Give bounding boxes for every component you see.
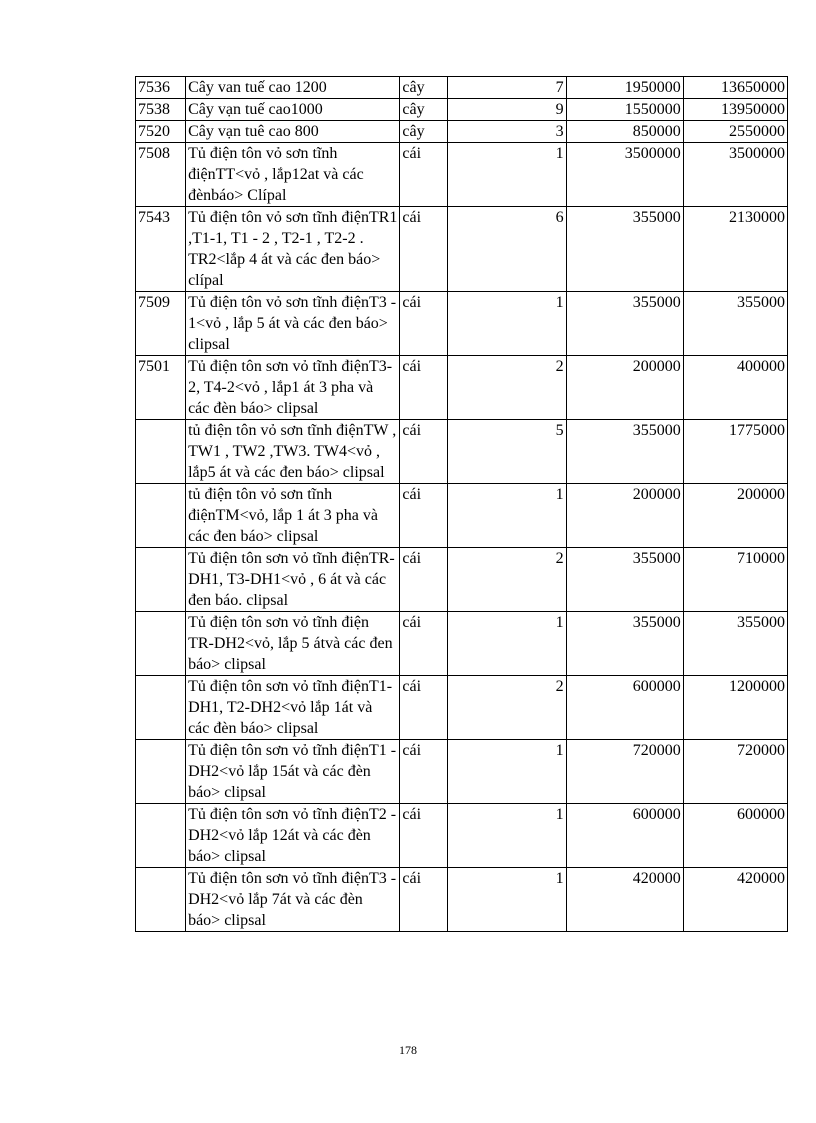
table-row [136,99,788,121]
unit-price-cell: 355000 [566,207,683,292]
quantity-cell: 1 [448,868,566,932]
description-cell: Tủ điện tôn sơn vỏ tĩnh điệnT1-DH1, T2-DH2<vỏ lắp 1át và các đèn báo> clipsal [186,676,400,740]
item-code-cell: 7501 [136,356,186,420]
description-cell: Tủ điện tôn sơn vỏ tĩnh điệnTR-DH1, T3-DH1<vỏ , 6 át và các đen báo. clipsal [186,548,400,612]
item-code-cell [136,484,186,548]
unit-cell: cái [400,612,448,676]
quantity-cell: 1 [448,740,566,804]
total-cell: 400000 [683,356,787,420]
unit-price-cell: 600000 [566,676,683,740]
total-cell: 200000 [683,484,787,548]
item-code-cell: 7508 [136,143,186,207]
item-code-cell [136,548,186,612]
page-number: 178 [399,1043,417,1057]
item-code-cell [136,676,186,740]
unit-cell: cái [400,676,448,740]
item-code-cell: 7520 [136,121,186,143]
price-table-body [136,77,788,932]
table-row [136,420,788,484]
total-cell: 355000 [683,292,787,356]
total-cell: 600000 [683,804,787,868]
quantity-cell: 1 [448,612,566,676]
description-cell: Tủ điện tôn sơn vỏ tĩnh điệnT3 - DH2<vỏ lắp 7át và các đèn báo> clipsal [186,868,400,932]
quantity-cell: 5 [448,420,566,484]
unit-price-cell: 850000 [566,121,683,143]
item-code-cell [136,612,186,676]
table-row [136,740,788,804]
unit-price-cell: 355000 [566,292,683,356]
unit-price-cell: 720000 [566,740,683,804]
description-cell: Tủ điện tôn sơn vỏ tĩnh điệnT1 - DH2<vỏ lắp 15át và các đèn báo> clipsal [186,740,400,804]
table-row [136,676,788,740]
item-code-cell [136,804,186,868]
unit-cell: cái [400,207,448,292]
unit-cell: cái [400,420,448,484]
unit-price-cell: 600000 [566,804,683,868]
unit-cell: cái [400,804,448,868]
total-cell: 3500000 [683,143,787,207]
total-cell: 355000 [683,612,787,676]
unit-price-cell: 355000 [566,612,683,676]
table-row [136,292,788,356]
quantity-cell: 2 [448,676,566,740]
quantity-cell: 9 [448,99,566,121]
table-row [136,548,788,612]
table-row [136,143,788,207]
quantity-cell: 6 [448,207,566,292]
table-row [136,484,788,548]
table-row [136,356,788,420]
quantity-cell: 3 [448,121,566,143]
unit-price-cell: 355000 [566,548,683,612]
description-cell: Cây vạn tuê cao 800 [186,121,400,143]
description-cell: Cây van tuế cao 1200 [186,77,400,99]
item-code-cell: 7509 [136,292,186,356]
unit-price-cell: 1550000 [566,99,683,121]
unit-price-cell: 200000 [566,484,683,548]
total-cell: 720000 [683,740,787,804]
unit-cell: cây [400,99,448,121]
description-cell: Cây vạn tuế cao1000 [186,99,400,121]
quantity-cell: 2 [448,548,566,612]
unit-cell: cái [400,356,448,420]
total-cell: 1775000 [683,420,787,484]
total-cell: 2130000 [683,207,787,292]
price-table [135,76,788,932]
unit-cell: cái [400,292,448,356]
unit-price-cell: 200000 [566,356,683,420]
item-code-cell [136,420,186,484]
description-cell: Tủ điện tôn vỏ sơn tĩnh điệnT3 - 1<vỏ , lắp 5 át và các đen báo> clipsal [186,292,400,356]
total-cell: 13950000 [683,99,787,121]
unit-cell: cái [400,143,448,207]
item-code-cell: 7538 [136,99,186,121]
table-row [136,207,788,292]
unit-price-cell: 1950000 [566,77,683,99]
quantity-cell: 1 [448,484,566,548]
total-cell: 420000 [683,868,787,932]
table-row [136,77,788,99]
total-cell: 13650000 [683,77,787,99]
unit-cell: cây [400,121,448,143]
description-cell: Tủ điện tôn sơn vỏ tĩnh điệnT3-2, T4-2<vỏ , lắp1 át 3 pha và các đèn báo> clipsal [186,356,400,420]
quantity-cell: 1 [448,804,566,868]
unit-cell: cái [400,548,448,612]
table-row [136,612,788,676]
item-code-cell: 7536 [136,77,186,99]
description-cell: Tủ điện tôn sơn vỏ tĩnh điệnT2 - DH2<vỏ lắp 12át và các đèn báo> clipsal [186,804,400,868]
item-code-cell [136,868,186,932]
item-code-cell: 7543 [136,207,186,292]
table-row [136,121,788,143]
unit-cell: cái [400,740,448,804]
description-cell: tủ điện tôn vỏ sơn tĩnh điệnTM<vỏ, lắp 1 át 3 pha và các đen báo> clipsal [186,484,400,548]
quantity-cell: 1 [448,143,566,207]
quantity-cell: 1 [448,292,566,356]
quantity-cell: 2 [448,356,566,420]
table-row [136,868,788,932]
description-cell: Tủ điện tôn vỏ sơn tĩnh điệnTR1 ,T1-1, T1 - 2 , T2-1 , T2-2 . TR2<lắp 4 át và các đen báo> clípal [186,207,400,292]
total-cell: 2550000 [683,121,787,143]
total-cell: 1200000 [683,676,787,740]
total-cell: 710000 [683,548,787,612]
description-cell: Tủ điện tôn sơn vỏ tĩnh điện TR-DH2<vỏ, lắp 5 átvà các đen báo> clipsal [186,612,400,676]
unit-price-cell: 3500000 [566,143,683,207]
item-code-cell [136,740,186,804]
description-cell: Tủ điện tôn vỏ sơn tĩnh điệnTT<vỏ , lắp12at và các đènbáo> Clípal [186,143,400,207]
description-cell: tủ điện tôn vỏ sơn tĩnh điệnTW , TW1 , TW2 ,TW3. TW4<vỏ , lắp5 át và các đen báo> clipsal [186,420,400,484]
table-row [136,804,788,868]
quantity-cell: 7 [448,77,566,99]
unit-cell: cây [400,77,448,99]
unit-price-cell: 355000 [566,420,683,484]
unit-price-cell: 420000 [566,868,683,932]
unit-cell: cái [400,868,448,932]
unit-cell: cái [400,484,448,548]
